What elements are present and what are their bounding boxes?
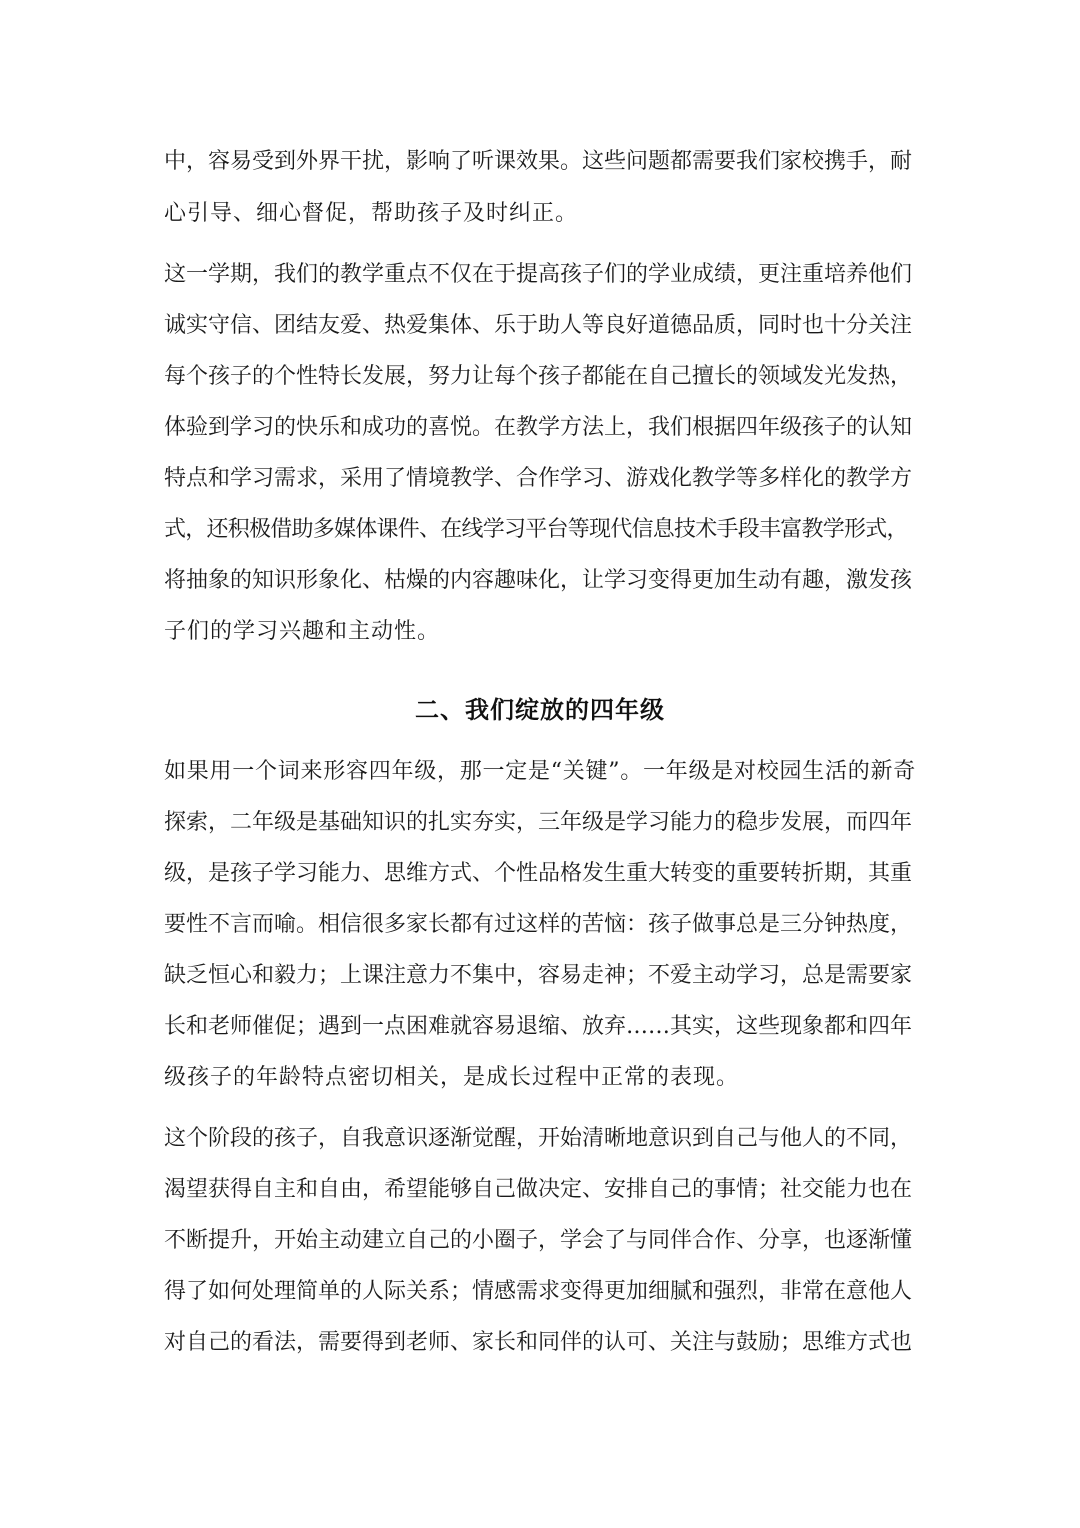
text-line: 要性不言而喻。相信很多家长都有过这样的苦恼：孩子做事总是三分钟热度， [164,912,913,937]
text-line: 中，容易受到外界干扰，影响了听课效果。这些问题都需要我们家校携手，耐 [164,149,913,174]
text-line: 对自己的看法，需要得到老师、家长和同伴的认可、关注与鼓励；思维方式也 [164,1330,913,1355]
text-line: 探索，二年级是基础知识的扎实夯实，三年级是学习能力的稳步发展，而四年 [164,810,913,835]
text-line: 这一学期，我们的教学重点不仅在于提高孩子们的学业成绩，更注重培养他们 [164,262,913,287]
text-line: 这个阶段的孩子，自我意识逐渐觉醒，开始清晰地意识到自己与他人的不同， [164,1126,913,1151]
text-line: 诚实守信、团结友爱、热爱集体、乐于助人等良好道德品质，同时也十分关注 [164,313,913,338]
text-line: 心引导、细心督促，帮助孩子及时纠正。 [164,201,579,226]
text-line: 子们的学习兴趣和主动性。 [164,619,441,644]
text-line: 级孩子的年龄特点密切相关，是成长过程中正常的表现。 [164,1065,740,1090]
text-line: 式，还积极借助多媒体课件、在线学习平台等现代信息技术手段丰富教学形式， [164,517,908,542]
text-line: 体验到学习的快乐和成功的喜悦。在教学方法上，我们根据四年级孩子的认知 [164,415,913,440]
text-line: 特点和学习需求，采用了情境教学、合作学习、游戏化教学等多样化的教学方 [164,466,913,491]
text-line: 长和老师催促；遇到一点困难就容易退缩、放弃……其实，这些现象都和四年 [164,1014,913,1039]
text-line: 渴望获得自主和自由，希望能够自己做决定、安排自己的事情；社交能力也在 [164,1177,913,1202]
text-line: 不断提升，开始主动建立自己的小圈子，学会了与同伴合作、分享，也逐渐懂 [164,1228,913,1253]
text-line: 将抽象的知识形象化、枯燥的内容趣味化，让学习变得更加生动有趣，激发孩 [164,568,913,593]
text-line: 缺乏恒心和毅力；上课注意力不集中，容易走神；不爱主动学习，总是需要家 [164,963,913,988]
section-heading: 二、我们绽放的四年级 [415,696,665,724]
text-line: 每个孩子的个性特长发展，努力让每个孩子都能在自己擅长的领域发光发热， [164,364,913,389]
text-line: 如果用一个词来形容四年级，那一定是“关键”。一年级是对校园生活的新奇 [164,759,916,784]
text-line: 级，是孩子学习能力、思维方式、个性品格发生重大转变的重要转折期，其重 [164,861,913,886]
text-line: 得了如何处理简单的人际关系；情感需求变得更加细腻和强烈，非常在意他人 [164,1279,913,1304]
